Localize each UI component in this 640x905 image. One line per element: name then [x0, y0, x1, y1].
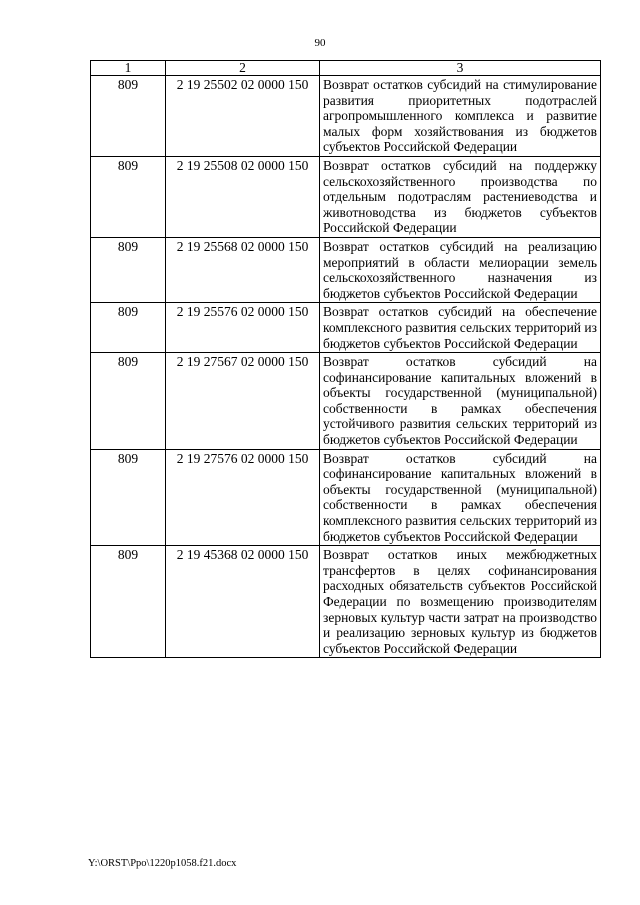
- column-header-3: 3: [320, 61, 601, 76]
- table-row: [91, 237, 601, 302]
- table-row: [91, 449, 601, 546]
- budget-codes-table: [90, 60, 601, 658]
- description-cell: Возврат остатков субсидий на реализацию мероприятий в области мелиорации земель сельскохозяйственного назначения из бюджетов субъектов Российской Федерации: [320, 237, 601, 302]
- description-cell: Возврат остатков субсидий на софинансирование капитальных вложений в объекты государственной (муниципальной) собственности в рамках обеспечения комплексного развития сельских территорий из бюджетов субъектов Российской Федерации: [320, 449, 601, 546]
- description-cell: Возврат остатков иных межбюджетных трансфертов в целях софинансирования расходных обязательств субъектов Российской Федерации по возмещению производителям зерновых культур части затрат на производство и реализацию зерновых культур из бюджетов субъектов Российской Федерации: [320, 546, 601, 658]
- admin-code-cell: 809: [91, 353, 166, 450]
- table-row: [91, 156, 601, 237]
- table-row: [91, 76, 601, 157]
- description-cell: Возврат остатков субсидий на софинансирование капитальных вложений в объекты государственной (муниципальной) собственности в рамках обеспечения устойчивого развития сельских территорий из бюджетов субъектов Российской Федерации: [320, 353, 601, 450]
- kbk-code-cell: 2 19 25508 02 0000 150: [166, 156, 320, 237]
- kbk-code-cell: 2 19 27576 02 0000 150: [166, 449, 320, 546]
- table-row: [91, 546, 601, 658]
- column-header-1: 1: [91, 61, 166, 76]
- admin-code-cell: 809: [91, 546, 166, 658]
- table-row: [91, 353, 601, 450]
- kbk-code-cell: 2 19 25502 02 0000 150: [166, 76, 320, 157]
- admin-code-cell: 809: [91, 76, 166, 157]
- kbk-code-cell: 2 19 45368 02 0000 150: [166, 546, 320, 658]
- table-row: [91, 303, 601, 353]
- kbk-code-cell: 2 19 27567 02 0000 150: [166, 353, 320, 450]
- header-row: [91, 61, 601, 76]
- page-number: 90: [314, 37, 326, 49]
- footer-file-path: Y:\ORST\Ppo\1220p1058.f21.docx: [88, 858, 237, 869]
- admin-code-cell: 809: [91, 156, 166, 237]
- column-header-2: 2: [166, 61, 320, 76]
- admin-code-cell: 809: [91, 449, 166, 546]
- kbk-code-cell: 2 19 25576 02 0000 150: [166, 303, 320, 353]
- admin-code-cell: 809: [91, 237, 166, 302]
- admin-code-cell: 809: [91, 303, 166, 353]
- description-cell: Возврат остатков субсидий на обеспечение комплексного развития сельских территорий из бюджетов субъектов Российской Федерации: [320, 303, 601, 353]
- description-cell: Возврат остатков субсидий на стимулирование развития приоритетных подотраслей агропромышленного комплекса и развитие малых форм хозяйствования из бюджетов субъектов Российской Федерации: [320, 76, 601, 157]
- kbk-code-cell: 2 19 25568 02 0000 150: [166, 237, 320, 302]
- description-cell: Возврат остатков субсидий на поддержку сельскохозяйственного производства по отдельным подотраслям растениеводства и животноводства из бюджетов субъектов Российской Федерации: [320, 156, 601, 237]
